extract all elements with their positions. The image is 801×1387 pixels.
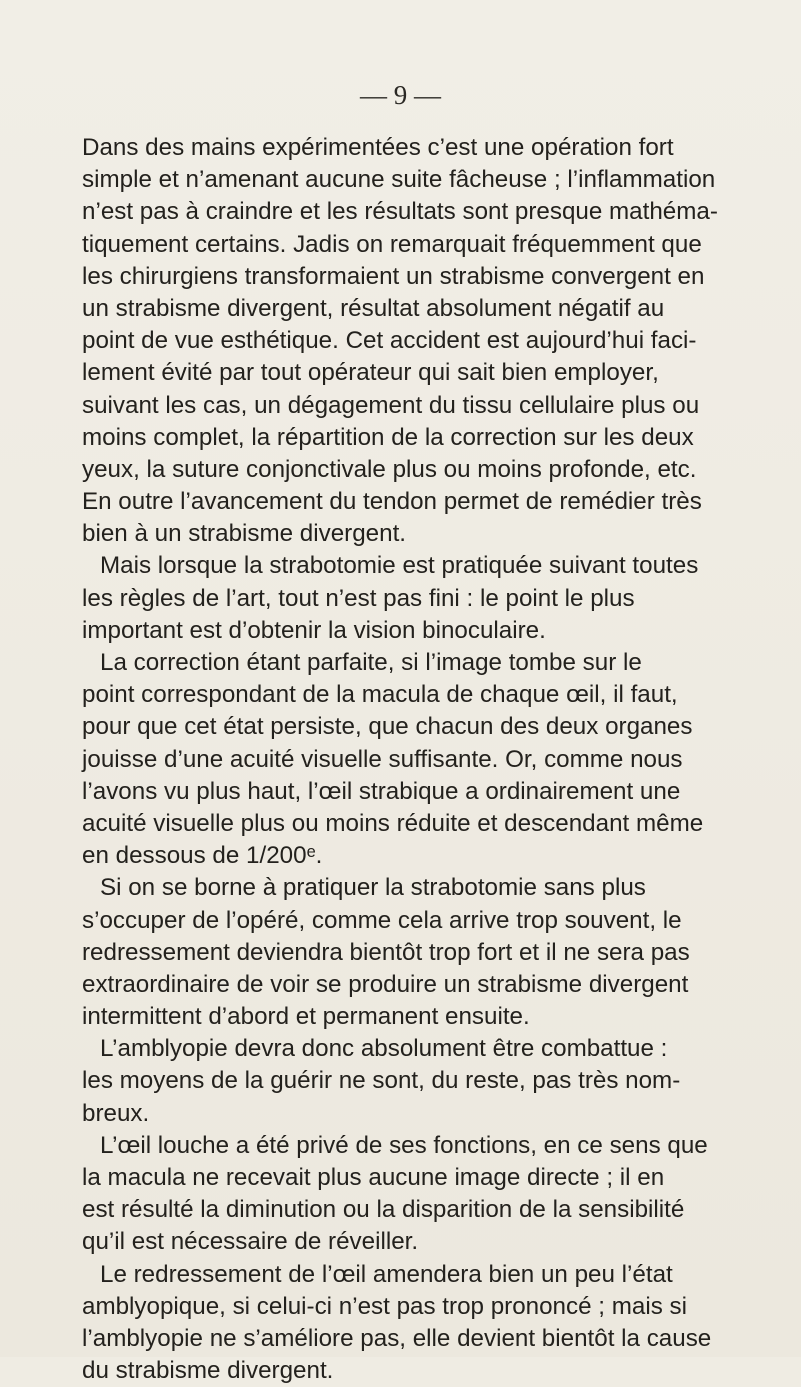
text-line: en dessous de 1/200ᵉ. (82, 842, 323, 870)
text-line: important est d’obtenir la vision binoculaire. (82, 616, 546, 644)
text-line: lement évité par tout opérateur qui sait bien employer, (82, 359, 659, 387)
text-line: extraordinaire de voir se produire un strabisme divergent (82, 970, 689, 998)
text-line: les règles de l’art, tout n’est pas fini : le point le plus (82, 584, 635, 612)
text-line: jouisse d’une acuité visuelle suffisante. Or, comme nous (82, 745, 683, 773)
page-number: — 9 — (360, 80, 441, 110)
text-line: intermittent d’abord et permanent ensuite. (82, 1003, 530, 1031)
paragraph-start-line: L’amblyopie devra donc absolument être combattue : (100, 1035, 668, 1063)
paragraph-start-line: Mais lorsque la strabotomie est pratiquée suivant toutes (100, 552, 699, 580)
text-line: est résulté la diminution ou la disparition de la sensibilité (82, 1196, 685, 1224)
text-line: yeux, la suture conjonctivale plus ou moins profonde, etc. (82, 455, 697, 483)
text-line: un strabisme divergent, résultat absolument négatif au (82, 294, 665, 322)
text-line: breux. (82, 1099, 150, 1127)
text-line: pour que cet état persiste, que chacun des deux organes (82, 713, 693, 741)
text-line: amblyopique, si celui-ci n’est pas trop prononcé ; mais si (82, 1292, 687, 1320)
text-line: point correspondant de la macula de chaque œil, il faut, (82, 681, 678, 709)
text-line: la macula ne recevait plus aucune image directe ; il en (82, 1164, 665, 1191)
text-line: s’occuper de l’opéré, comme cela arrive trop souvent, le (82, 906, 682, 934)
text-line: moins complet, la répartition de la correction sur les deux (82, 423, 694, 451)
text-line: tiquement certains. Jadis on remarquait fréquemment que (82, 230, 702, 258)
text-line: bien à un strabisme divergent. (82, 520, 407, 548)
text-line: du strabisme divergent. (82, 1357, 334, 1385)
text-line: suivant les cas, un dégagement du tissu cellulaire plus ou (82, 391, 700, 419)
text-line: redressement deviendra bientôt trop fort et il ne sera pas (82, 938, 690, 966)
text-line: n’est pas à craindre et les résultats sont presque mathéma- (82, 198, 718, 226)
body-text (82, 132, 732, 1387)
paragraph-start-line: Le redressement de l’œil amendera bien un peu l’état (100, 1260, 673, 1288)
text-line: qu’il est nécessaire de réveiller. (82, 1228, 419, 1256)
paragraph-start-line: L’œil louche a été privé de ses fonctions, en ce sens que (100, 1131, 708, 1159)
text-line: les moyens de la guérir ne sont, du reste, pas très nom- (82, 1067, 681, 1095)
paragraph-start-line: La correction étant parfaite, si l’image tombe sur le (100, 649, 642, 676)
text-line: En outre l’avancement du tendon permet de remédier très (82, 488, 702, 516)
text-line: l’amblyopie ne s’améliore pas, elle devient bientôt la cause (82, 1324, 712, 1352)
paragraph-start-line: Si on se borne à pratiquer la strabotomie sans plus (100, 874, 646, 902)
text-line: les chirurgiens transformaient un strabisme convergent en (82, 262, 705, 290)
text-line: Dans des mains expérimentées c’est une opération fort (82, 134, 674, 161)
text-line: point de vue esthétique. Cet accident est aujourd’hui faci- (82, 327, 697, 355)
text-line: acuité visuelle plus ou moins réduite et descendant même (82, 809, 704, 837)
text-line: simple et n’amenant aucune suite fâcheuse ; l’inflammation (82, 166, 716, 194)
text-line: l’avons vu plus haut, l’œil strabique a ordinairement une (82, 777, 681, 805)
